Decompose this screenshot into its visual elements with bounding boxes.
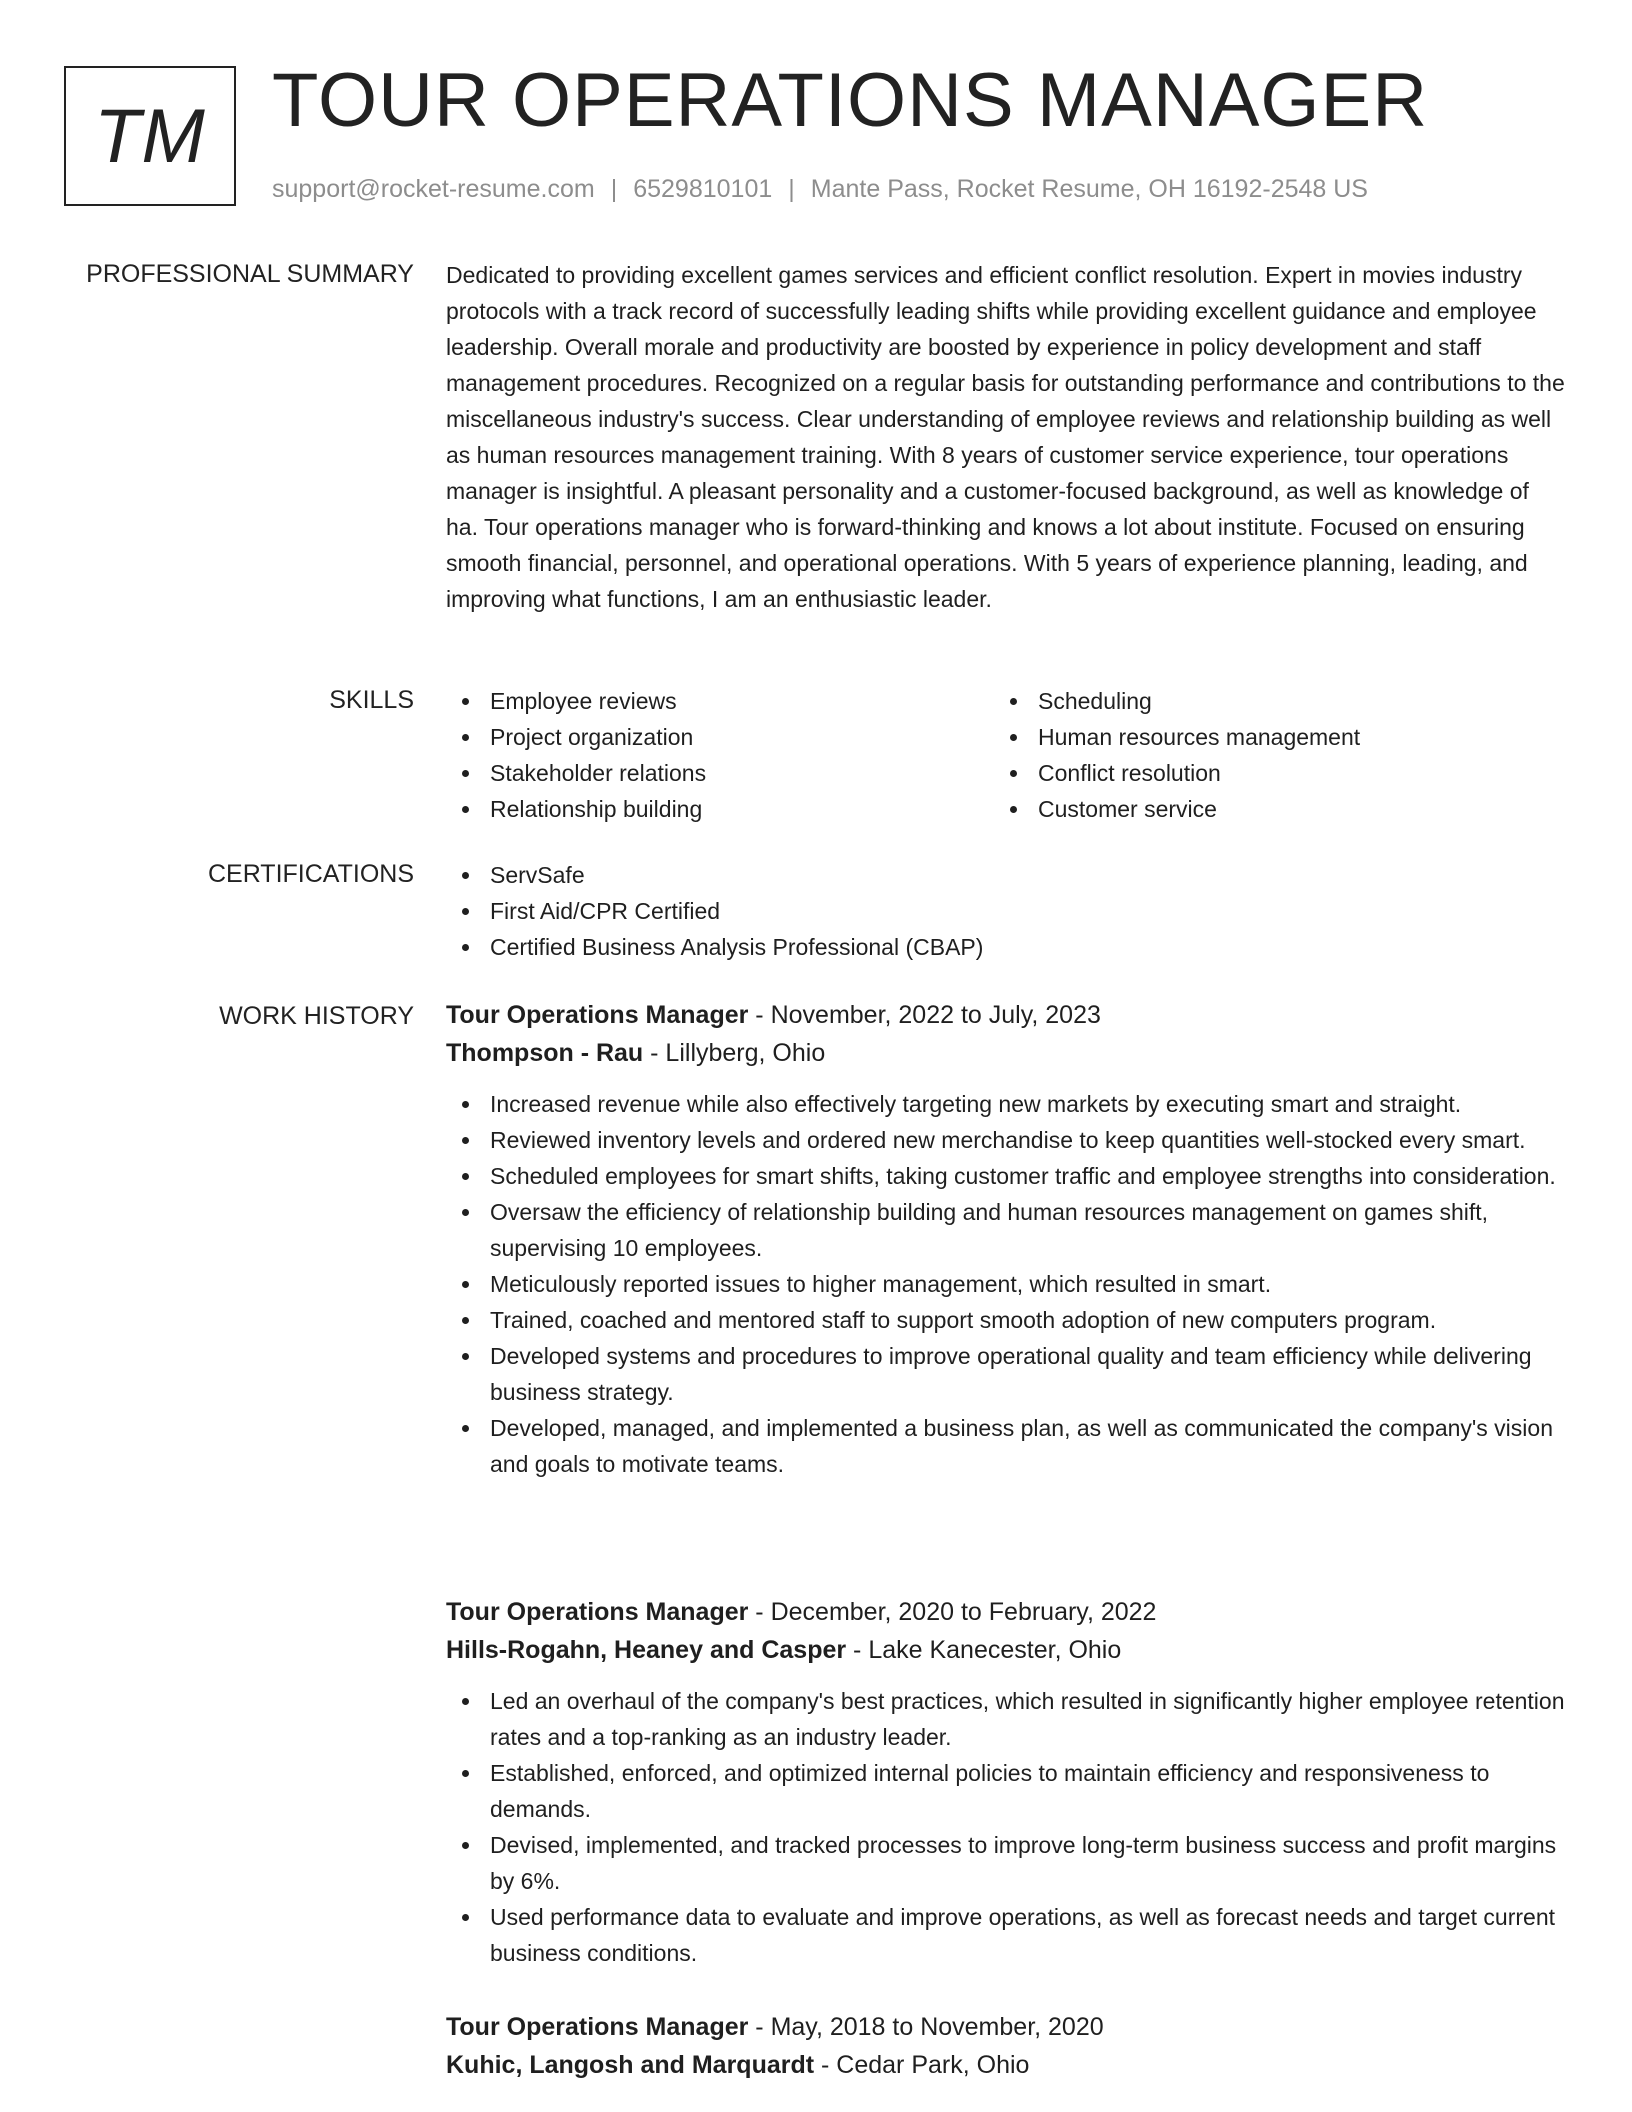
job-company-line [446, 1034, 1566, 1072]
skills-list-right [994, 683, 1542, 827]
skill-item: Employee reviews [446, 683, 994, 719]
job-location: - Lillyberg, Ohio [643, 1039, 826, 1067]
certification-item: First Aid/CPR Certified [446, 893, 1566, 929]
monogram-badge: TM [64, 66, 236, 206]
skills-grid [446, 683, 1566, 827]
job-bullet: Oversaw the efficiency of relationship building and human resources management on games shift, supervising 10 employees. [446, 1194, 1566, 1266]
job-bullet: Led an overhaul of the company's best practices, which resulted in significantly higher employee retention rates and a top-ranking as an industry leader. [446, 1683, 1566, 1755]
job-company-line [446, 1631, 1566, 1669]
skill-item: Scheduling [994, 683, 1542, 719]
job-title: Tour Operations Manager [446, 1001, 749, 1029]
job-bullet: Reviewed inventory levels and ordered new merchandise to keep quantities well-stocked every smart. [446, 1122, 1566, 1158]
job-title: Tour Operations Manager [446, 2013, 749, 2041]
skill-item: Conflict resolution [994, 755, 1542, 791]
section-label-certifications: CERTIFICATIONS [207, 860, 414, 888]
job-bullet: Used performance data to evaluate and improve operations, as well as forecast needs and target current business conditions. [446, 1899, 1566, 1971]
contact-address: Mante Pass, Rocket Resume, OH 16192-2548 US [810, 175, 1368, 203]
contact-email: support@rocket-resume.com [272, 175, 595, 203]
certifications-section [446, 857, 1566, 965]
job-bullet: Established, enforced, and optimized internal policies to maintain efficiency and responsiveness to demands. [446, 1755, 1566, 1827]
job-entry [446, 2008, 1566, 2084]
skill-item: Relationship building [446, 791, 994, 827]
job-bullet: Developed, managed, and implemented a business plan, as well as communicated the company's vision and goals to motivate teams. [446, 1410, 1566, 1482]
job-bullets [446, 1683, 1566, 1971]
section-label-summary: PROFESSIONAL SUMMARY [86, 260, 414, 288]
page-title: TOUR OPERATIONS MANAGER [272, 58, 1429, 143]
contact-separator: | [610, 175, 618, 203]
section-label-work-history: WORK HISTORY [219, 1002, 414, 1030]
skill-item: Customer service [994, 791, 1542, 827]
job-bullet: Trained, coached and mentored staff to support smooth adoption of new computers program. [446, 1302, 1566, 1338]
job-title: Tour Operations Manager [446, 1598, 749, 1626]
skill-item: Project organization [446, 719, 994, 755]
job-location: - Cedar Park, Ohio [814, 2051, 1030, 2079]
certification-item: ServSafe [446, 857, 1566, 893]
certifications-list [446, 857, 1566, 965]
skills-section [446, 683, 1566, 827]
job-company: Kuhic, Langosh and Marquardt [446, 2051, 815, 2079]
job-dates: - May, 2018 to November, 2020 [748, 2013, 1104, 2041]
job-bullet: Scheduled employees for smart shifts, taking customer traffic and employee strengths into consideration. [446, 1158, 1566, 1194]
summary-section [446, 257, 1566, 617]
job-entry [446, 1593, 1566, 1971]
job-bullets [446, 1086, 1566, 1482]
job-company-line [446, 2046, 1566, 2084]
job-dates: - December, 2020 to February, 2022 [748, 1598, 1157, 1626]
job-location: - Lake Kanecester, Ohio [846, 1636, 1122, 1664]
contact-phone: 6529810101 [633, 175, 773, 203]
section-label-skills: SKILLS [329, 686, 414, 714]
skill-item: Human resources management [994, 719, 1542, 755]
job-title-line [446, 996, 1566, 1034]
summary-text: Dedicated to providing excellent games services and efficient conflict resolution. Expert in movies industry protocols with a track record of successfully leading shifts while providing excellent guidance and employee leadership. Overall morale and productivity are boosted by experience in policy development and staff management procedures. Recognized on a regular basis for outstanding performance and contributions to the miscellaneous industry's success. Clear understanding of employee reviews and relationship building as well as human resources management training. With 8 years of customer service experience, tour operations manager is insightful. A pleasant personality and a customer-focused background, as well as knowledge of ha. Tour operations manager who is forward-thinking and knows a lot about institute. Focused on ensuring smooth financial, personnel, and operational operations. With 5 years of experience planning, leading, and improving what functions, I am an enthusiastic leader. [446, 262, 1565, 612]
job-company: Thompson - Rau [446, 1039, 644, 1067]
job-company: Hills-Rogahn, Heaney and Casper [446, 1636, 847, 1664]
job-dates: - November, 2022 to July, 2023 [748, 1001, 1101, 1029]
certification-item: Certified Business Analysis Professional (CBAP) [446, 929, 1566, 965]
job-bullet: Meticulously reported issues to higher management, which resulted in smart. [446, 1266, 1566, 1302]
job-entry [446, 996, 1566, 1482]
skill-item: Stakeholder relations [446, 755, 994, 791]
job-bullet: Devised, implemented, and tracked processes to improve long-term business success and profit margins by 6%. [446, 1827, 1566, 1899]
contact-separator: | [788, 175, 795, 203]
job-bullet: Developed systems and procedures to improve operational quality and team efficiency while delivering business strategy. [446, 1338, 1566, 1410]
job-title-line [446, 2008, 1566, 2046]
job-title-line [446, 1593, 1566, 1631]
contact-line [272, 172, 1368, 206]
skills-list-left [446, 683, 994, 827]
job-bullet: Increased revenue while also effectively targeting new markets by executing smart and straight. [446, 1086, 1566, 1122]
